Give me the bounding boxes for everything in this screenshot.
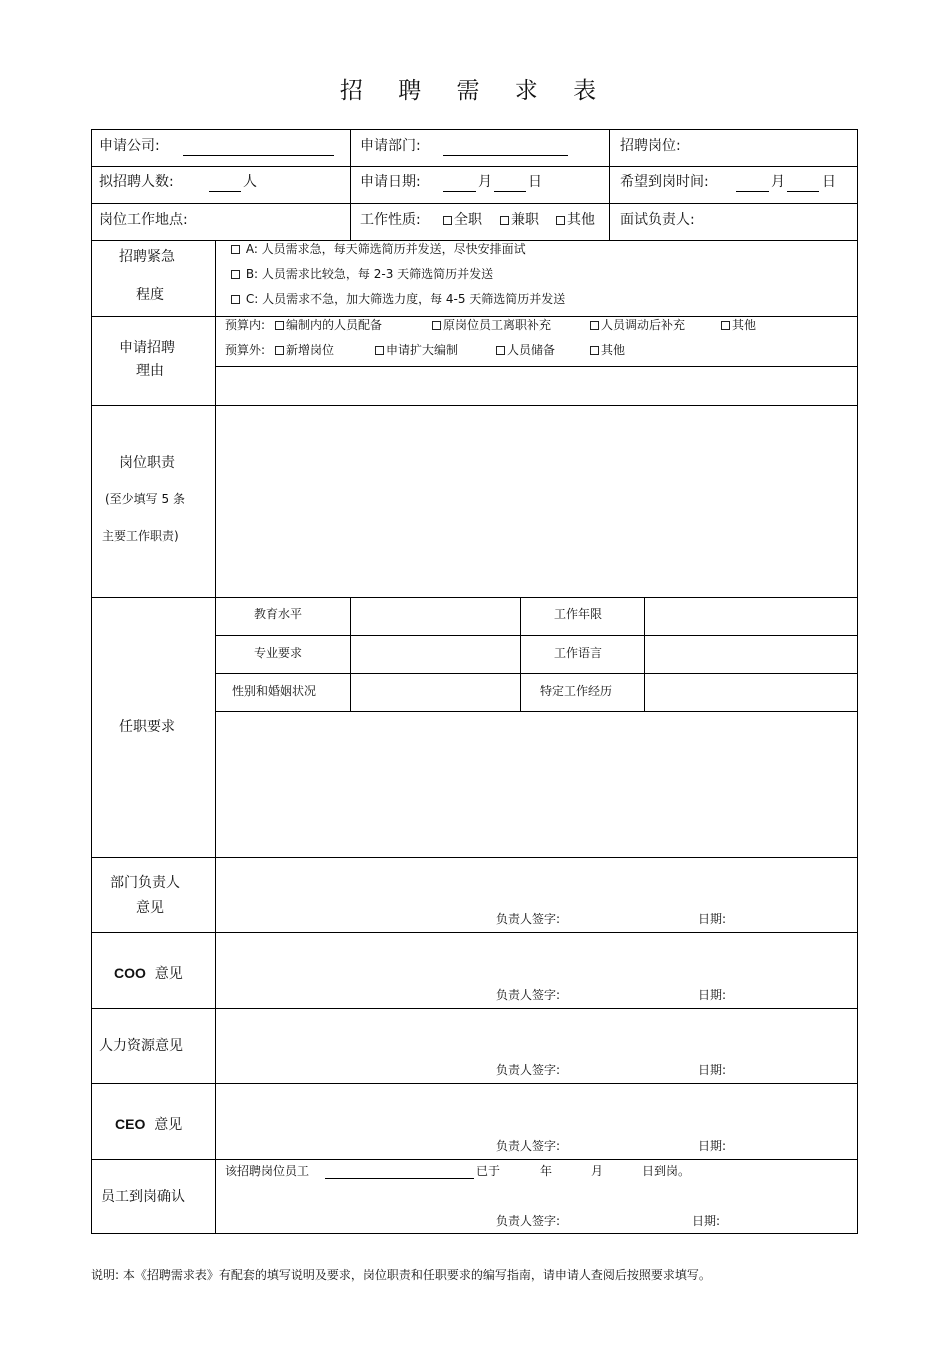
checkbox-icon[interactable] [721,321,730,330]
col-divider [609,129,610,240]
option-text: 申请扩大编制 [386,343,459,357]
row-divider [91,932,858,933]
row-divider [91,166,858,167]
urgency-option-a[interactable] [231,243,526,255]
employee-name-field[interactable] [325,1178,474,1179]
dept-opinion-label: 部门负责人 [110,875,180,891]
signature-label: 负责人签字: [496,912,561,926]
fulltime-label: 全职 [454,212,482,228]
parttime-label: 兼职 [511,212,539,228]
option-text: 原岗位员工离职补充 [443,318,552,332]
checkbox-icon[interactable] [496,346,505,355]
signature-label: 负责人签字: [496,1139,561,1153]
apply-month-field[interactable] [443,191,476,192]
major-label: 专业要求 [254,646,303,660]
signature-label: 负责人签字: [496,1063,561,1077]
position-label: 招聘岗位: [620,138,681,154]
row-divider [91,240,858,241]
years-label: 工作年限 [554,607,603,621]
day-unit: 日 [822,174,836,190]
reason-out-option[interactable] [375,344,458,356]
gender-marital-label: 性别和婚姻状况 [232,684,317,698]
signature-label: 负责人签字: [496,1214,561,1228]
month-unit: 月 [591,1164,604,1178]
option-c-text: C: 人员需求不急，加大筛选力度，每 4-5 天筛选简历并发送 [245,292,566,306]
row-divider [91,1159,858,1160]
onboard-text: 该招聘岗位员工 [225,1164,310,1178]
checkbox-icon[interactable] [443,216,452,225]
reason-in-option[interactable] [275,319,382,331]
checkbox-icon[interactable] [275,321,284,330]
form-title: 招 聘 需 求 表 [339,78,611,104]
parttime-option[interactable] [500,213,539,227]
experience-label: 特定工作经历 [540,684,613,698]
reason-text-field[interactable] [216,367,857,404]
major-field[interactable] [351,636,519,672]
dept-field[interactable] [443,155,568,156]
other-option[interactable] [556,213,595,227]
years-field[interactable] [645,598,857,634]
month-unit: 月 [478,174,492,190]
ceo-suffix: 意见 [154,1117,183,1133]
option-text: 新增岗位 [286,343,335,357]
checkbox-icon[interactable] [556,216,565,225]
arrived-text: 日到岗。 [642,1164,691,1178]
language-label: 工作语言 [554,646,603,660]
reason-label: 申请招聘 [119,340,175,356]
checkbox-icon[interactable] [432,321,441,330]
duties-hint: 主要工作职责) [102,529,179,543]
col-divider [520,597,521,711]
reason-label: 理由 [136,363,164,379]
footnote: 说明: 本《招聘需求表》有配套的填写说明及要求，岗位职责和任职要求的编写指南，请申请人查阅后按照要求填写。 [91,1268,711,1282]
reason-out-option[interactable] [590,344,625,356]
row-divider [91,203,858,204]
budget-out-label: 预算外: [225,343,266,357]
location-label: 岗位工作地点: [99,212,188,228]
checkbox-icon[interactable] [590,346,599,355]
date-label: 日期: [698,988,727,1002]
interviewer-label: 面试负责人: [620,212,695,228]
dept-label: 申请部门: [360,138,421,154]
apply-day-field[interactable] [494,191,526,192]
date-label: 日期: [698,1063,727,1077]
signature-label: 负责人签字: [496,988,561,1002]
arrival-day-field[interactable] [787,191,819,192]
arrival-date-label: 希望到岗时间: [620,174,709,190]
checkbox-icon[interactable] [231,270,240,279]
reason-in-option[interactable] [432,319,551,331]
arrival-month-field[interactable] [736,191,769,192]
checkbox-icon[interactable] [500,216,509,225]
coo-abbr: COO [114,965,146,981]
coo-opinion-label [114,966,183,981]
hr-opinion-label: 人力资源意见 [99,1038,183,1054]
duties-hint: (至少填写 5 条 [105,492,185,506]
headcount-label: 拟招聘人数: [99,174,174,190]
urgency-option-c[interactable] [231,293,565,305]
checkbox-icon[interactable] [375,346,384,355]
headcount-field[interactable] [209,191,241,192]
ceo-opinion-label [115,1117,182,1132]
row-divider [91,1083,858,1084]
date-label: 日期: [692,1214,721,1228]
requirements-label: 任职要求 [119,719,175,735]
checkbox-icon[interactable] [231,245,240,254]
reason-out-option[interactable] [496,344,555,356]
checkbox-icon[interactable] [275,346,284,355]
col-divider [350,129,351,240]
company-label: 申请公司: [99,138,160,154]
company-field[interactable] [183,155,334,156]
experience-field[interactable] [645,674,857,710]
reason-in-option[interactable] [721,319,756,331]
option-b-text: B: 人员需求比较急，每 2-3 天筛选简历并发送 [245,267,494,281]
urgency-label: 程度 [136,287,164,303]
requirements-text-field[interactable] [216,712,857,856]
day-unit: 日 [528,174,542,190]
date-label: 日期: [698,1139,727,1153]
option-text: 其他 [732,318,757,332]
row-divider [91,316,858,317]
option-text: 人员储备 [507,343,556,357]
option-text: 编制内的人员配备 [286,318,383,332]
option-text: 人员调动后补充 [601,318,686,332]
year-unit: 年 [540,1164,553,1178]
apply-date-label: 申请日期: [360,174,421,190]
option-a-text: A: 人员需求急，每天筛选简历并发送，尽快安排面试 [245,242,526,256]
person-unit: 人 [243,174,257,190]
gender-marital-field[interactable] [351,674,519,710]
budget-in-label: 预算内: [225,318,266,332]
month-unit: 月 [771,174,785,190]
urgency-label: 招聘紧急 [119,249,175,265]
reason-out-option[interactable] [275,344,334,356]
onboard-label: 员工到岗确认 [101,1189,185,1205]
dept-opinion-label: 意见 [136,900,164,916]
onboard-text: 已于 [476,1164,501,1178]
row-divider [91,857,858,858]
duties-text-field[interactable] [216,406,857,596]
education-field[interactable] [351,598,519,634]
urgency-option-b[interactable] [231,268,493,280]
duties-label: 岗位职责 [119,455,175,471]
other-label: 其他 [567,212,595,228]
date-label: 日期: [698,912,727,926]
reason-in-option[interactable] [590,319,685,331]
education-label: 教育水平 [254,607,303,621]
option-text: 其他 [601,343,626,357]
checkbox-icon[interactable] [231,295,240,304]
nature-label: 工作性质: [360,212,421,228]
row-divider [91,1008,858,1009]
fulltime-option[interactable] [443,213,482,227]
checkbox-icon[interactable] [590,321,599,330]
ceo-abbr: CEO [115,1116,146,1132]
language-field[interactable] [645,636,857,672]
coo-suffix: 意见 [154,966,183,982]
